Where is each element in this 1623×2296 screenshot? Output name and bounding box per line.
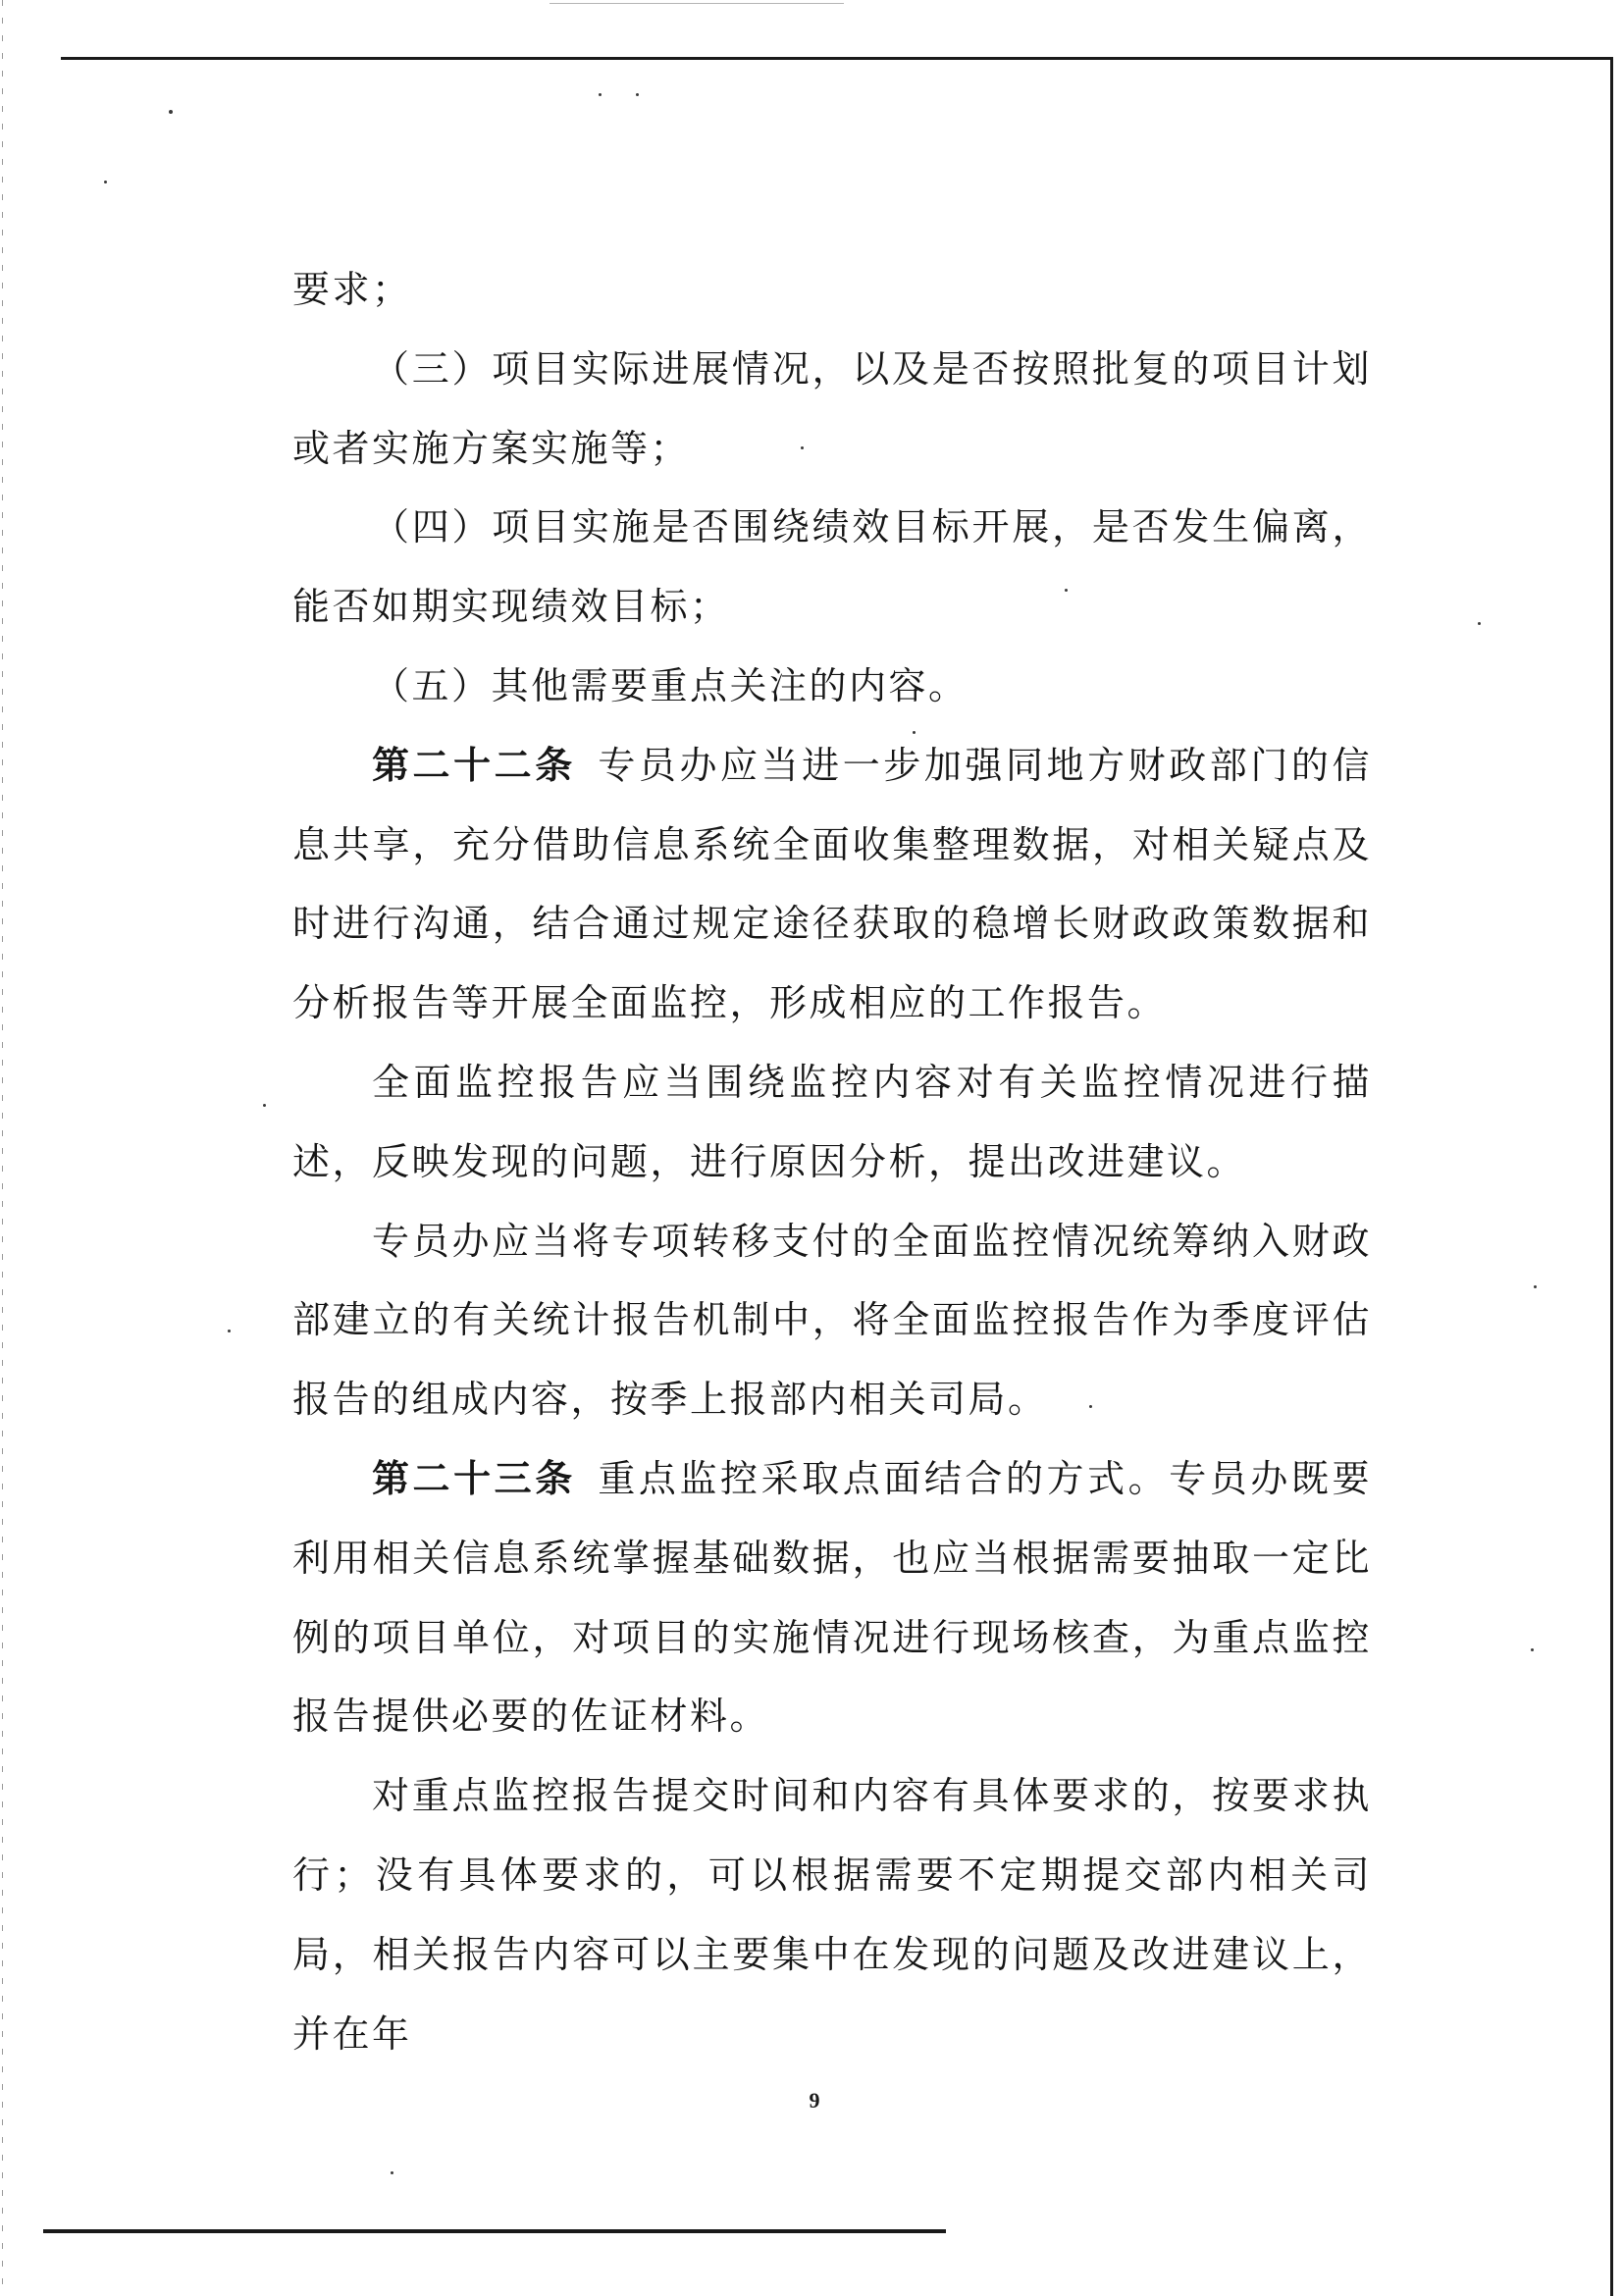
scan-speck <box>104 181 107 183</box>
paragraph-1: 要求； <box>292 268 412 311</box>
document-body <box>292 250 1372 2073</box>
paragraph-4: （五）其他需要重点关注的内容。 <box>372 663 969 707</box>
page-number: 9 <box>809 2088 820 2113</box>
paragraph-7: 专员办应当将专项转移支付的全面监控情况统筹纳入财政部建立的有关统计报告机制中，将全面监控报告作为季度评估报告的组成内容，按季上报部内相关司局。 <box>292 1219 1372 1422</box>
paragraph-2: （三）项目实际进展情况，以及是否按照批复的项目计划或者实施方案实施等； <box>292 346 1372 470</box>
paragraph-5: 第二十二条 专员办应当进一步加强同地方财政部门的信息共享，充分借助信息系统全面收集整理数据，对相关疑点及时进行沟通，结合通过规定途径获取的稳增长财政政策数据和分析报告等开展全面监控，形成相应的工作报告。 <box>292 742 1372 1025</box>
scan-speck <box>391 2171 393 2174</box>
scan-speck <box>228 1330 231 1332</box>
scan-border-bottom <box>43 2229 946 2233</box>
article-number-23: 第二十三条 <box>372 1455 576 1500</box>
scan-speck <box>636 93 639 96</box>
scan-speck <box>1478 622 1481 625</box>
scan-edge-top <box>550 3 844 4</box>
scan-speck <box>263 1104 266 1107</box>
paragraph-3: （四）项目实施是否围绕绩效目标开展，是否发生偏离，能否如期实现绩效目标； <box>292 505 1372 629</box>
paragraph-6: 全面监控报告应当围绕监控内容对有关监控情况进行描述，反映发现的问题，进行原因分析，提出改进建议。 <box>292 1060 1372 1183</box>
scan-speck <box>1534 1285 1537 1288</box>
scan-edge-left <box>2 0 3 2296</box>
paragraph-9: 对重点监控报告提交时间和内容有具体要求的，按要求执行；没有具体要求的，可以根据需要不定期提交部内相关司局，相关报告内容可以主要集中在发现的问题及改进建议上，并在年 <box>292 1774 1372 2056</box>
scan-border-top <box>61 57 1613 60</box>
scan-speck <box>599 93 602 96</box>
scan-border-right <box>1610 57 1613 2296</box>
scan-speck <box>1531 1648 1534 1651</box>
article-number-22: 第二十二条 <box>372 742 576 787</box>
paragraph-8: 第二十三条 重点监控采取点面结合的方式。专员办既要利用相关信息系统掌握基础数据，也应当根据需要抽取一定比例的项目单位，对项目的实施情况进行现场核查，为重点监控报告提供必要的佐证材料。 <box>292 1455 1372 1739</box>
scan-speck <box>169 110 173 114</box>
